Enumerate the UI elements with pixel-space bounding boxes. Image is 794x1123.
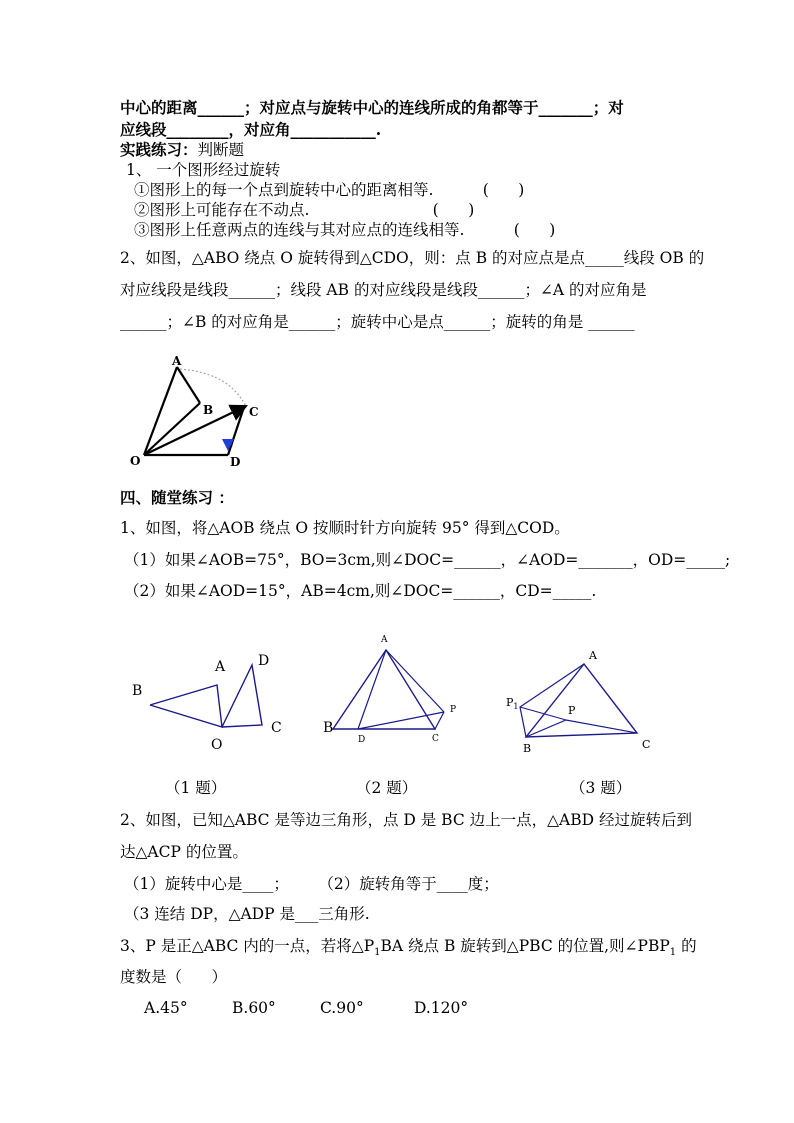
practice-q1-item: ①图形上的每一个点到旋转中心的距离相等. ( ) [134,181,525,199]
ex3-line-2: 度数是（ ） [120,968,228,986]
segment-ob [144,403,200,455]
label-b: B [323,720,334,736]
figure-1 [125,645,295,755]
segment-pp1 [520,707,566,720]
ex3-option-a: A.45° [144,999,188,1017]
ex3-option-b: B.60° [232,999,276,1017]
label-d: D [258,653,270,669]
practice-q1-item: ②图形上可能存在不动点. ( ) [134,201,475,219]
label-a: A [589,649,597,662]
triangle-abc [526,664,637,737]
figure-1-caption: （1 题） [165,779,227,797]
label-c: C [249,405,259,419]
practice-q1-title: 1、 一个图形经过旋转 [126,161,281,179]
practice-heading-type: 判断题 [197,141,245,159]
triangle-aob [150,685,222,727]
ex1-title: 1、如图，将△AOB 绕点 O 按顺时针方向旋转 95° 得到△COD。 [120,519,570,537]
label-b: B [132,683,143,699]
label-p: P [568,704,576,717]
practice-heading [120,140,244,160]
figure-2-caption: （2 题） [356,779,418,797]
label-p1: $P_1$ [506,696,519,711]
intro-line-2: 应线段________，对应角___________. [120,120,382,139]
label-o: O [130,454,141,468]
figure-3 [500,640,670,760]
label-d: D [358,735,366,745]
segment-ap [386,650,444,712]
rotation-figure [120,345,280,475]
segment-ad [358,650,386,729]
segment-ab [177,367,200,403]
label-a: A [215,659,226,675]
label-o: O [211,737,223,753]
label-a: A [172,354,182,368]
segment-dp [358,712,444,729]
ex2-line-1: 2、如图，已知△ABC 是等边三角形，点 D 是 BC 边上一点，△ABD 经过旋转后到 [120,811,692,829]
practice-q1-item: ③图形上任意两点的连线与其对应点的连线相等. ( ) [134,221,556,239]
practice-q2-line-1: 2、如图，△ABO 绕点 O 旋转得到△CDO，则：点 B 的对应点是点_____线段 OB 的 [120,249,705,267]
segment-pc [435,712,444,729]
ex1-sub-2: （2）如果∠AOD=15°，AB=4cm,则∠DOC=______，CD=_____. [124,582,597,600]
label-d: D [230,455,241,469]
label-a: A [381,635,388,645]
ex3-option-d: D.120° [414,999,469,1017]
ex2-sub-3: （3 连结 DP，△ADP 是___三角形. [124,905,370,923]
label-c: C [432,734,439,744]
label-b: B [203,403,214,417]
intro-line-1: 中心的距离______；对应点与旋转中心的连线所成的角都等于_______；对 [120,98,624,117]
ex3-option-c: C.90° [320,999,364,1017]
label-c: C [271,720,282,736]
label-p: P [450,705,457,715]
ex2-line-2: 达△ACP 的位置。 [120,843,248,861]
triangle-cod [222,665,262,727]
section-4-heading: 四、随堂练习 ： [120,488,234,507]
practice-q2-line-3: ______；∠B 的对应角是______；旋转中心是点______；旋转的角是 ______ [120,313,635,331]
figure-3-caption: （3 题） [570,779,632,797]
ex1-sub-1: （1）如果∠AOB=75°，BO=3cm,则∠DOC=______，∠AOD=_______，OD=_____; [124,551,731,569]
label-c: C [642,738,651,751]
practice-q2-line-2: 对应线段是线段______；线段 AB 的对应线段是线段______；∠A 的对应角是 [120,281,647,299]
label-b: B [523,742,532,755]
figure-2 [320,630,470,750]
ex3-line-1: 3、P 是正△ABC 内的一点，若将$\triangle P_1BA$ 绕点 B 旋转到△PBC 的位置,则$\angle PBP_1$ 的 [120,937,697,959]
practice-heading-label: 实践练习： [120,140,198,159]
ex2-sub-1: （1）旋转中心是____； （2）旋转角等于____度； [124,875,499,893]
